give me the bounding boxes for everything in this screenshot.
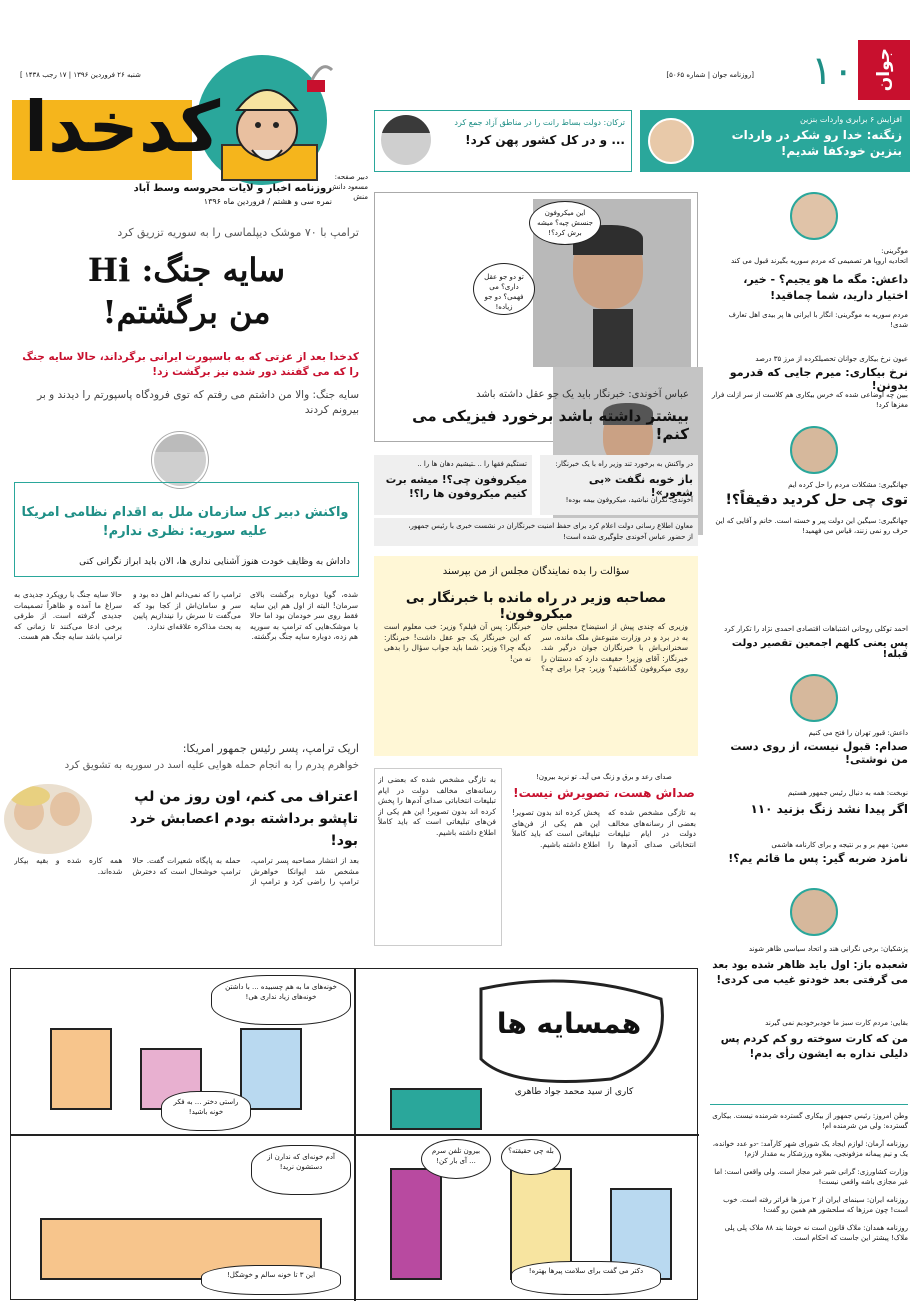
- sidebar-item1-sub: اتحادیه اروپا هر تصمیمی که مردم سوریه بگیرند قبول می کند: [731, 257, 908, 265]
- cartoon-strip: [10, 968, 698, 1300]
- trivia-box: [374, 768, 502, 946]
- cartoon-logo: همسایه ها: [496, 1007, 642, 1040]
- top-right-kicker: افزایش ۶ برابری واردات بنزین: [800, 115, 902, 124]
- editor-credit: [318, 172, 368, 202]
- sidebar-item8-head: شعبده باز: اول باید ظاهر شده بود بعد می گرفتی بعد خودتو غیب می کردی!: [712, 959, 908, 986]
- top-mid-box: [374, 110, 632, 172]
- sidebar-item2-kicker: عیون نرخ بیکاری جوانان تحصیلکرده از مرز ۳۵ درصد: [755, 355, 908, 363]
- microphone: [593, 309, 633, 367]
- sidebar-photo-1: [790, 192, 838, 240]
- un-box: [14, 482, 359, 577]
- section-issue: نمره سی و هشتم / فروردین ماه ۱۳۹۶: [203, 197, 332, 206]
- left-lead-quote: سایه جنگ: والا من داشتم می رفتم که توی فرودگاه پاسپورتم را دیدند و بر بیرونم کردند: [37, 389, 359, 416]
- sidebar-item1-tail: مردم سوریه به موگرینی: انگار با ایرانی ها پر بیدی اهل تعارف شدی!: [728, 311, 908, 329]
- trump-family-photo: [4, 784, 92, 854]
- sidebar-item6-head: اگر پیدا نشد زنگ بزنید ۱۱۰: [750, 802, 908, 816]
- minister-photo-hair: [381, 115, 431, 133]
- brief-3: وزارت کشاورزی: گرانی شیر غیر مجاز است. ولی واقعی است: اما غیر مجازی باشه واقعی نیست!: [714, 1168, 908, 1186]
- main-photo-box: [374, 192, 698, 442]
- un-photo: [152, 432, 208, 488]
- left-lead-title-2: من برگشتم!: [102, 293, 271, 331]
- trump-son-head: اعتراف می کنم، اون روز من لپ تاپشو برداشته بودم اعصابش خرد بود!: [129, 789, 358, 849]
- small-box-3-head: از حضور عباس آخوندی جلوگیری شده است!: [563, 533, 693, 541]
- lead-col-1: شده، گویا دوباره برگشت بالای سرمان! البته از اول هم این سایه فقط روی سر خودمان بود اما حالا با موشک‌هایی که ترامپ به سوریه هم زده، دوباره سایه جنگ برگشته.: [250, 590, 358, 641]
- newspaper-logo: [858, 40, 910, 100]
- sidebar: [706, 186, 912, 1302]
- brief-2: روزنامه آرمان: لوازم ایجاد یک شورای شهر کارآمد: -دو عدد خوانده، یک و نیم پیمانه مزفونجی، بعلاوه ورزشکار به مقدار لازم!: [712, 1140, 908, 1158]
- cartoon-bubble-2: راستی دختر ... به فکر خونه باشید!: [161, 1091, 251, 1131]
- trump-son-sub: خواهرم پدرم را به انجام حمله هوایی علیه اسد در سوریه به تشویق کرد: [64, 760, 359, 771]
- small-box-2-kicker: تستگیم فقها را .. ـتیشیم دهان ها را ..: [417, 460, 527, 468]
- sidebar-photo-3: [790, 426, 838, 474]
- minister-photo: [381, 115, 431, 165]
- interview-box: [374, 556, 698, 756]
- lead-col-2: ترامپ را که نمی‌دانم اهل ده بود و سر و سامان‌اش از کجا بود که می‌گفت تا سرش را نیندازیم پایین به بحث مذاکره علاقه‌ای ندارد.: [133, 590, 241, 631]
- small-box-3-kicker: معاون اطلاع رسانی دولت اعلام کرد برای حفظ امنیت خبرنگاران در نشست خبری با رئیس جمهور،: [408, 522, 693, 530]
- section-subtitle: روزنامه اخبار و لایات محروسه وسط آباد: [133, 183, 332, 194]
- meta-right: شنبه ۲۶ فروردین ۱۳۹۶ | ۱۷ رجب ۱۴۳۸ ]: [20, 71, 141, 79]
- un-box-sub: داداش به وظایف خودت هنوز آشنایی نداری ها، الان باید ابراز نگرانی کنی: [79, 557, 350, 567]
- sound-box-text: به تازگی مشخص شده که بعضی از رسانه‌های مخالف دولت در ایام تبلیغات انتخاباتی صدای آدم‌ها را پخش کرده اند بدون تصویر! این هم یکی از فن‌های تبلیغاتی است که باید کاملاً اطلاع داشته باشیم.: [512, 808, 696, 849]
- sound-box: [510, 768, 698, 946]
- sidebar-item5-kicker: داعش: قبور تهران را فتح می کنیم: [808, 729, 908, 737]
- speech-bubble-1: این میکروفون جنسش چیه؟ میشه برش کرد؟!: [529, 201, 601, 245]
- newspaper-logo-text: جوان: [874, 48, 894, 92]
- trump-son-text: بعد از انتشار مصاحبه پسر ترامپ، مشخص شد ایوانکا خواهرش ترامپ را راضی کرد و ترامپ از حمله به پایگاه شعیرات گفت. حالا ترامپ خوشحال است که دخترش همه کاره شده و بقیه بیکار شده‌اند.: [14, 856, 359, 886]
- sidebar-briefs: [710, 1104, 908, 1296]
- sidebar-item7-kicker: معین: مهم بر و بر نتیجه و برای کارنامه هاشمی: [771, 841, 908, 849]
- sidebar-photo-8: [790, 888, 838, 936]
- sidebar-item5-head: صدام: قبول نیست، از روی دست من نوشتی!: [730, 740, 908, 766]
- family-face-2: [50, 792, 80, 826]
- cartoon-bubble-3: بله چی حقیقته؟: [501, 1139, 561, 1175]
- cartoon-bubble-5: بیرون تلفن سرم ... آی بار کن!: [421, 1139, 491, 1179]
- sidebar-item2-sub: ببین چه اوضاعی شده که خرس بیکاری هم کلاست از سر ازلت فرار مغزها کرد!: [711, 391, 908, 409]
- small-box-1-sub: آخوندی: نگران نباشید، میکروفون بیمه بوده!: [565, 496, 693, 504]
- brief-5: روزنامه همدان: ملاک قانون است نه خوشا بند ۸۸ ملاک پلی پلی ملاک! پیشتر این جاست که احکام است.: [724, 1224, 908, 1242]
- sidebar-item1-kicker: موگرینی:: [881, 247, 908, 255]
- small-box-2: [374, 455, 532, 515]
- interview-kicker: سؤالت را بده نمایندگان مجلس از من بپرسند: [442, 566, 630, 577]
- sidebar-item4-head: پس یعنی کلهم اجمعین تقصیر دولت قبله!: [731, 638, 908, 660]
- brief-1: وطن امروز: رئیس جمهور از بیکاری گسترده شرمنده نیست. بیکاری گسترده: ولی من شرمنده ام!: [712, 1112, 908, 1130]
- sidebar-item6-kicker: نوبخت: همه به دنبال رئیس جمهور هستیم: [788, 789, 908, 797]
- sidebar-item1-head: داعش: مگه ما هو یجیم؟ - خیر، اختیار دارید، شما چماقید!: [743, 273, 908, 302]
- small-box-2-head: میکروفون چی؟! میشه برت کنیم میکروفون ها را؟!: [385, 474, 527, 500]
- top-right-box: [640, 110, 910, 172]
- sidebar-photo-5: [790, 674, 838, 722]
- sidebar-item7-head: نامزد ضربه گیر: پس ما قائم یم؟!: [728, 852, 908, 865]
- un-photo-hair: [154, 434, 206, 452]
- trivia-text: به تازگی مشخص شده که بعضی از رسانه‌های مخالف دولت در ایام تبلیغات انتخاباتی صدای آدم‌ها را پخش کرده اند بدون تصویر! این هم یکی از فن‌های تبلیغاتی است که باید کاملاً اطلاع داشته باشیم.: [378, 775, 496, 837]
- cartoon-bubble-6: این ۳ تا خونه سالم و خوشگل!: [201, 1265, 341, 1295]
- sidebar-item9-kicker: بقایی: مردم کارت سبز ما خودبرخودیم نمی گیرند: [765, 1019, 908, 1027]
- lead-col-3: حالا سایه جنگ با رویکرد جدیدی به سراغ ما آمده و ظاهراً تصمیمات جدیدی گرفته است. از طرفی برخی ادعا می‌کنند تا زمانی که ترامپ باشد سایه جنگ هم هست.: [14, 590, 122, 641]
- section-logo-area: [12, 40, 352, 210]
- top-mid-kicker: ترکان: دولت بساط رانت را در مناطق آزاد جمع کرد: [454, 118, 625, 127]
- sidebar-item3-kicker: جهانگیری: مشکلات مردم را حل کرده ایم: [788, 481, 908, 489]
- left-lead-title-1: سایه جنگ: Hi: [87, 251, 286, 289]
- cartoon-bubble-4: آدم خونه‌ای که ندارن از دستشون نرید!: [251, 1145, 351, 1195]
- top-mid-headline: ... و در کل کشور پهن کرد!: [465, 133, 625, 147]
- sound-box-kicker: صدای رعد و برق و زنگ می آید. تو نرید بیرون!: [536, 773, 672, 781]
- interview-text: وزیری که چندی پیش از استیضاح مجلس جان به در برد و در وزارت متبوعش ملک مانده، سر سخنرانی‌اش با خبرنگاران جوان درگیر شد. خبرنگار: آقای وزیر! حقیقت دارد که دستتان را روی میکروفون گذاشتید؟ وزیر: چرا برای چه؟ خبرنگار: پس آن فیلم؟ وزیر: خب معلوم است که این خبرنگار یک جو عقل داشت! خبرنگار: دیگه چرا؟ وزیر: شما باید جواب سؤال را بدهی نه من!: [384, 622, 688, 673]
- cartoon-bubble-7: دکتر می گفت برای سلامت پیرها بهتره!: [511, 1261, 661, 1295]
- left-lead-kicker: ترامپ با ۷۰ موشک دیپلماسی را به سوریه تزریق کرد: [117, 226, 359, 239]
- main-photo-head: بیشتر داشته باشد برخورد فیزیکی می کنم!: [412, 407, 689, 443]
- sidebar-item8-kicker: پزشکیان: برخی نگرانی هند و اتحاد سیاسی ظاهر شوند: [748, 945, 908, 953]
- sidebar-item9-head: من که کارت سوخته رو کم کردم پس دلیلی نداره به ایشون رأی بدم!: [720, 1033, 908, 1060]
- top-right-headline: زنگنه: خدا رو شکر در واردات بنزین خودکفا شدیم!: [731, 128, 902, 158]
- un-box-head: واکنش دبیر کل سازمان ملل به اقدام نظامی امریکا علیه سوریه: نظری ندارم!: [21, 505, 349, 539]
- nozzle-icon: [648, 118, 694, 164]
- left-lead-sub: کدخدا بعد از عزتی که به باسپورت ایرانی برگرداند، حالا سایه جنگ را که می گفتند دور شده نیز برگشت زد!: [22, 351, 359, 378]
- sidebar-item3-head: توی چی حل کردید دقیقاً؟!: [725, 492, 908, 508]
- speech-bubble-2: تو دو جو عقل داری؟ می فهمی؟ دو جو زیاده!: [473, 263, 535, 315]
- section-logo: کدخدا: [24, 86, 221, 168]
- small-box-1-kicker: در واکنش به برخورد تند وزیر راه با یک خبرنگار:: [555, 460, 693, 468]
- sidebar-item2-head: نرخ بیکاری: میرم جایی که قدرمو بدونن!: [729, 366, 908, 392]
- family-hair: [10, 786, 50, 806]
- editor-name: مسعود دانش منش: [329, 183, 368, 201]
- brief-4: روزنامه ایران: سینمای ایران از ۲ مرز ها فراتر رفته است. خوب است! چون مرزها که سلحشور هم همین رو گفت!: [723, 1196, 908, 1214]
- main-photo-kicker: عباس آخوندی: خبرنگار باید یک جو عقل داشته باشد: [476, 389, 689, 400]
- small-box-1: [540, 455, 698, 515]
- cartoon-credit: کاری از سید محمد جواد طاهری: [514, 1087, 634, 1097]
- page-number: ۱۰: [811, 48, 854, 94]
- cartoon-bubble-1: خونه‌های ما به هم چسبیده ... با داشتن خونه‌های زیاد نداری هی!: [211, 975, 351, 1025]
- small-box-3: [374, 518, 698, 546]
- interview-head: مصاحبه وزیر در راه مانده با خبرنگار بی میکروفون!: [405, 590, 667, 622]
- meta-left: [روزنامه جوان | شماره ۵۰۶۵]: [666, 71, 754, 79]
- small-box-1-head: باز خوبه نگفت «بی شعور»!: [588, 473, 693, 499]
- sound-box-head: صداش هست، تصویرش نیست!: [513, 786, 695, 800]
- sidebar-item4-kicker: احمد توکلی روحانی اشتباهات اقتصادی احمدی نژاد را تکرار کرد: [724, 625, 908, 633]
- trump-son-kicker: اریک ترامپ، پسر رئیس جمهور امریکا:: [182, 742, 359, 755]
- sidebar-item3-sub: جهانگیری: سیگین این دولت پیر و خسته است. خانم و آقایی که این حرف رو نمی زنند، قیاس می فهمید!: [715, 517, 908, 535]
- editor-label: دبیر صفحه:: [334, 173, 368, 181]
